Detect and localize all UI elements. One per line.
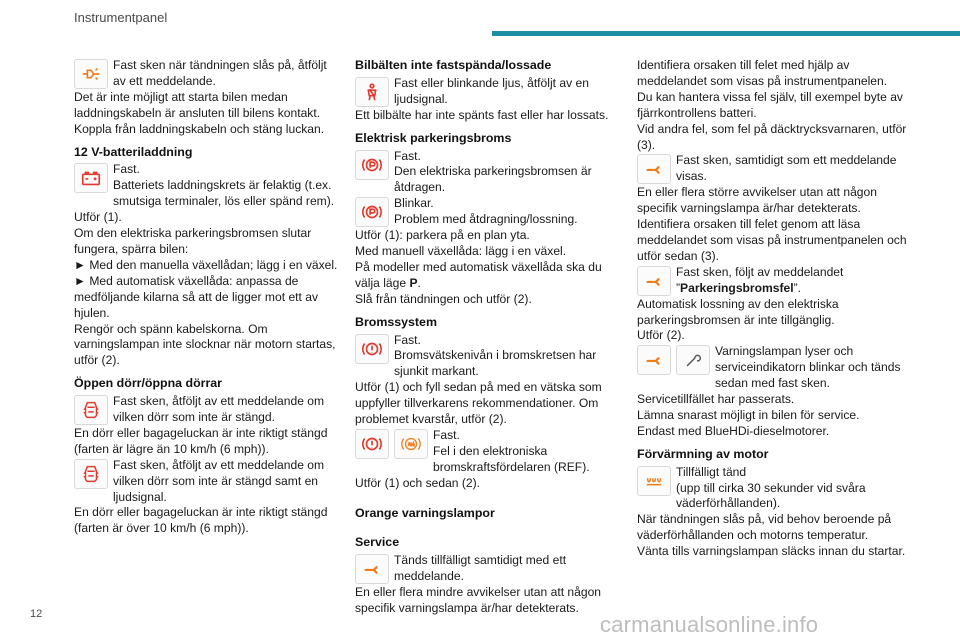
heading-parking-brake: Elektrisk parkeringsbroms — [355, 130, 512, 145]
wrench-text-2: Fast sken, följt av meddelandet ”Parkeringsbromsfel”. — [676, 264, 844, 295]
paragraph: ► Med den manuella växellådan; lägg i en växel. — [74, 257, 338, 272]
paragraph: Utför (2). — [637, 328, 685, 343]
seatbelt-text: Fast eller blinkande ljus, åtföljt av en ljudsignal. — [394, 75, 589, 106]
wrench-text-1: Fast sken, samtidigt som ett meddelande visas. — [676, 153, 897, 184]
paragraph: När tändningen slås på, vid behov beroende på väderförhållanden och motorns temperatur. — [637, 512, 892, 543]
paragraph: Utför (1). — [74, 210, 122, 225]
paragraph: Ett bilbälte har inte spänts fast eller har lossats. — [355, 107, 609, 122]
epb-desc-2: Problem med åtdragning/lossning. — [394, 212, 578, 227]
paragraph: Utför (1) och sedan (2). — [355, 475, 481, 490]
battery-row — [74, 162, 342, 210]
wrench-icon — [355, 554, 389, 584]
wrench-icon — [637, 154, 671, 184]
door-open-icon — [74, 395, 108, 425]
watermark: carmanualsonline.info — [600, 612, 819, 637]
paragraph: En dörr eller bagageluckan är inte riktigt stängd (farten är lägre än 10 km/h (6 mph)). — [74, 425, 328, 456]
door-row-1 — [74, 394, 342, 426]
paragraph: ► Med automatisk växellåda: anpassa de medföljande kilarna så att de ligger mot ett av hjulen. — [74, 273, 319, 320]
battery-status: Fast. — [113, 162, 140, 177]
paragraph: Du kan hantera vissa fel själv, till exempel byte av fjärrkontrollens batteri. — [637, 89, 903, 120]
parking-brake-icon — [355, 197, 389, 227]
abs-icon — [394, 429, 428, 459]
paragraph: Identifiera orsaken till felet genom att läsa meddelandet som visas på instrumentpanelen och utför sedan (3). — [637, 217, 907, 263]
paragraph: Om den elektriska parkeringsbromsen slutar fungera, spärra bilen: — [74, 226, 312, 256]
door-text-1: Fast sken, åtföljt av ett meddelande om vilken dörr som inte är stängd. — [113, 394, 325, 425]
paragraph: Automatisk lossning av den elektriska parkeringsbromsen är inte tillgänglig. — [637, 296, 839, 327]
parking-brake-row-2 — [355, 196, 627, 228]
parking-brake-row-1 — [355, 149, 627, 197]
page-number: 12 — [30, 608, 43, 620]
brake-warning-icon — [355, 429, 389, 459]
parking-brake-icon — [355, 150, 389, 180]
paragraph: Koppla från laddningskabeln och stäng luckan. — [74, 121, 325, 136]
paragraph: Rengör och spänn kabelskorna. Om varningslampan inte slocknar när motorn startas, utför (2). — [74, 321, 336, 368]
battery-desc: Batteriets laddningskrets är felaktig (t.ex. smutsiga terminaler, lös eller spänd rem). — [113, 178, 335, 209]
heading-preheating: Förvärmning av motor — [637, 446, 769, 461]
heading-brake-system: Bromssystem — [355, 314, 437, 329]
epb-status-2: Blinkar. — [394, 196, 434, 211]
heading-orange-lamps: Orange varningslampor — [355, 505, 495, 520]
service-row — [355, 553, 627, 585]
service-text: Tänds tillfälligt samtidigt med ett meddelande. — [394, 553, 567, 584]
brake-desc: Bromsvätskenivån i bromskretsen har sjunkit markant. — [394, 348, 597, 379]
charging-cable-text: Fast sken när tändningen slås på, åtföljt av ett meddelande. — [113, 58, 327, 88]
glow-plug-row — [637, 465, 907, 513]
door-row-2 — [74, 458, 342, 506]
ref-desc: Fel i den elektroniska bromskraftsfördelaren (REF). — [433, 443, 590, 474]
paragraph: Endast med BlueHDi-dieselmotorer. — [637, 423, 830, 438]
door-text-2: Fast sken, åtföljt av ett meddelande om vilken dörr som inte är stängd samt en ljudsignal. — [113, 457, 325, 504]
service-indicator-icon — [676, 345, 710, 375]
ref-status: Fast. — [433, 427, 460, 442]
glow-status: Tillfälligt tänd — [676, 464, 747, 479]
epb-desc-1: Den elektriska parkeringsbromsen är åtdragen. — [394, 164, 592, 195]
paragraph: Vänta tills varningslampan släcks innan du startar. — [637, 544, 906, 559]
glow-desc: (upp till cirka 30 sekunder vid svåra väderförhållanden). — [676, 480, 866, 511]
epb-status-1: Fast. — [394, 148, 421, 163]
wrench-row-1 — [637, 153, 907, 185]
paragraph: En dörr eller bagageluckan är inte riktigt stängd (farten är över 10 km/h (6 mph)). — [74, 505, 328, 536]
heading-seatbelt: Bilbälten inte fastspända/lossade — [355, 58, 552, 72]
battery-icon — [74, 163, 108, 193]
ref-row — [355, 428, 627, 476]
brake-status: Fast. — [394, 332, 421, 347]
wrench-text-3: Varningslampan lyser och serviceindikatorn blinkar och tänds sedan med fast sken. — [715, 344, 901, 391]
paragraph: Med manuell växellåda: lägg i en växel. — [355, 243, 567, 258]
heading-doors: Öppen dörr/öppna dörrar — [74, 376, 223, 391]
header-accent-bar — [492, 31, 960, 36]
wrench-row-2 — [637, 265, 907, 297]
paragraph: Det är inte möjligt att starta bilen medan laddningskabeln är ansluten till bilens kontakt. — [74, 89, 321, 120]
heading-service: Service — [355, 535, 400, 550]
brake-warning-icon — [355, 334, 389, 364]
glow-plug-icon — [637, 466, 671, 496]
paragraph: Utför (1) och fyll sedan på med en vätska som uppfyller tillverkarens rekommendationer. Om problemet kvarstår, utför (2). — [355, 380, 602, 427]
wrench-icon — [637, 345, 671, 375]
charging-cable-row — [74, 58, 342, 90]
paragraph: En eller flera mindre avvikelser utan att någon specifik varningslampa är/har detekterats. — [355, 585, 602, 616]
seatbelt-icon — [355, 77, 389, 107]
brake-system-row — [355, 333, 627, 381]
column-middle — [355, 58, 627, 617]
running-header: Instrumentpanel — [74, 10, 168, 25]
paragraph: Identifiera orsaken till felet med hjälp av meddelandet som visas på instrumentpanelen. — [637, 58, 888, 88]
paragraph: Vid andra fel, som fel på däcktrycksvarnaren, utför (3). — [637, 121, 907, 152]
paragraph: Servicetillfället har passerats. — [637, 392, 795, 407]
paragraph: På modeller med automatisk växellåda ska du välja läge P. — [355, 259, 602, 290]
seatbelt-row — [355, 76, 627, 108]
paragraph: Slå från tändningen och utför (2). — [355, 291, 532, 306]
column-left — [74, 58, 342, 537]
column-right — [637, 58, 907, 560]
wrench-row-3 — [637, 344, 907, 392]
paragraph: En eller flera större avvikelser utan att någon specifik varningslampa är/har detekterats. — [637, 185, 877, 216]
paragraph: Lämna snarast möjligt in bilen för service. — [637, 407, 860, 422]
door-open-icon — [74, 459, 108, 489]
paragraph: Utför (1): parkera på en plan yta. — [355, 228, 530, 243]
heading-battery: 12 V-batteriladdning — [74, 144, 193, 159]
charging-cable-icon — [74, 59, 108, 89]
wrench-icon — [637, 266, 671, 296]
